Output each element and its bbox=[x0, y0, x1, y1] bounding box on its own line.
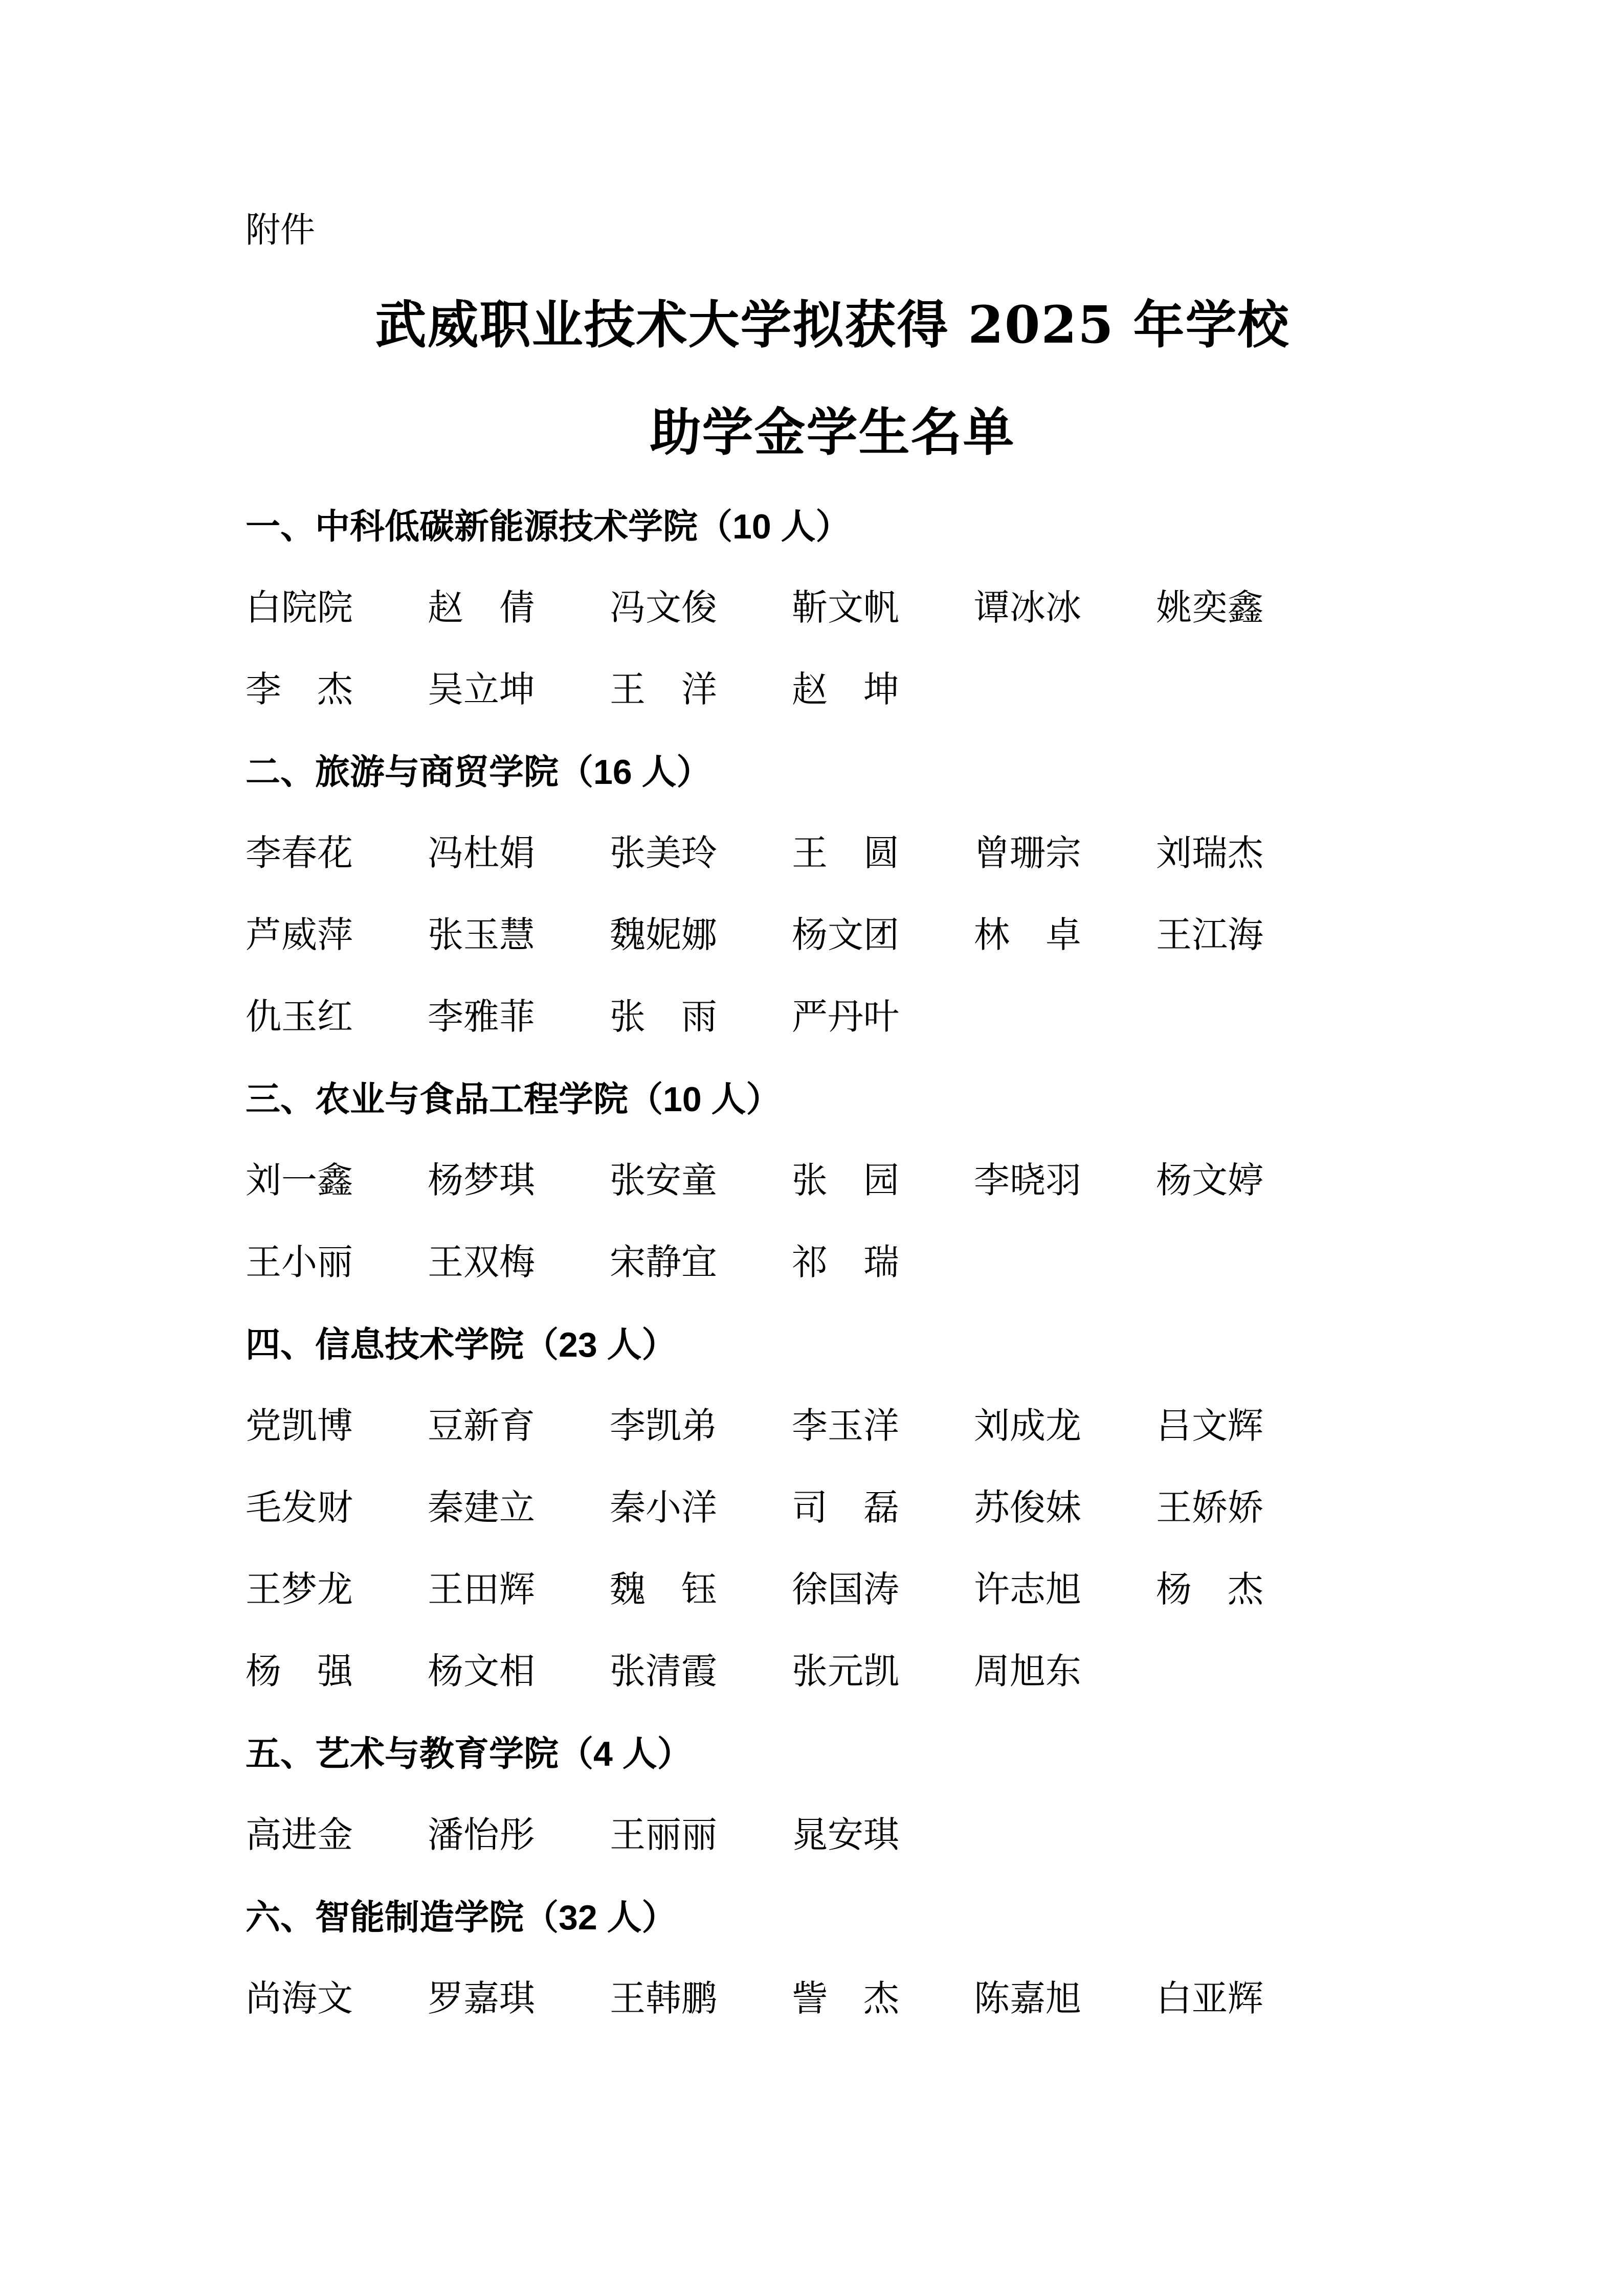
student-name: 李雅菲 bbox=[428, 998, 535, 1037]
section-heading: 六、智能制造学院（32 人） bbox=[246, 1898, 677, 1937]
name-row bbox=[246, 1795, 1419, 1877]
section-1 bbox=[246, 486, 1419, 731]
title-line-1: 武威职业技术大学拟获得 2025 年学校 bbox=[375, 295, 1290, 355]
student-name: 冯杜娟 bbox=[428, 834, 535, 873]
title-line-2: 助学金学生名单 bbox=[650, 402, 1015, 462]
name-row bbox=[246, 568, 1419, 649]
student-name: 靳文帆 bbox=[792, 589, 899, 628]
student-name: 张安童 bbox=[610, 1161, 717, 1201]
student-name: 李晓羽 bbox=[974, 1161, 1081, 1201]
student-name: 王小丽 bbox=[246, 1243, 353, 1282]
student-name: 杨文团 bbox=[792, 916, 899, 955]
student-name: 秦小洋 bbox=[610, 1489, 717, 1528]
student-name: 张美玲 bbox=[610, 834, 717, 873]
student-name: 姚奕鑫 bbox=[1156, 589, 1263, 628]
attachment-label: 附件 bbox=[246, 211, 316, 250]
student-name: 尚海文 bbox=[246, 1979, 353, 2019]
student-name: 晁安琪 bbox=[792, 1816, 899, 1855]
student-name: 李春花 bbox=[246, 834, 353, 873]
student-name: 刘一鑫 bbox=[246, 1161, 353, 1201]
student-name: 王梦龙 bbox=[246, 1570, 353, 1610]
name-row bbox=[246, 1549, 1419, 1631]
student-name: 杨文婷 bbox=[1156, 1161, 1263, 1201]
student-name: 潘怡彤 bbox=[428, 1816, 535, 1855]
section-5 bbox=[246, 1713, 1419, 1877]
student-name: 豆新育 bbox=[428, 1407, 535, 1446]
student-name: 许志旭 bbox=[974, 1570, 1081, 1610]
student-name: 周旭东 bbox=[974, 1652, 1081, 1692]
student-name: 李凯弟 bbox=[610, 1407, 717, 1446]
student-name: 张清霞 bbox=[610, 1652, 717, 1692]
name-row bbox=[246, 1140, 1419, 1222]
student-name: 吴立坤 bbox=[428, 670, 535, 710]
student-name: 魏妮娜 bbox=[610, 916, 717, 955]
student-name: 张 雨 bbox=[610, 998, 717, 1037]
student-name: 杨梦琪 bbox=[428, 1161, 535, 1201]
document-title bbox=[246, 271, 1419, 486]
name-row bbox=[246, 813, 1419, 895]
student-name: 王田辉 bbox=[428, 1570, 535, 1610]
student-name: 张玉慧 bbox=[428, 916, 535, 955]
student-name: 赵 倩 bbox=[428, 589, 535, 628]
name-row bbox=[246, 1386, 1419, 1468]
student-name: 高进金 bbox=[246, 1816, 353, 1855]
section-4 bbox=[246, 1304, 1419, 1713]
name-row bbox=[246, 1959, 1419, 2040]
student-name: 党凯博 bbox=[246, 1407, 353, 1446]
name-row bbox=[246, 649, 1419, 731]
name-row bbox=[246, 1468, 1419, 1549]
student-name: 李 杰 bbox=[246, 670, 353, 710]
student-name: 毛发财 bbox=[246, 1489, 353, 1528]
student-name: 刘成龙 bbox=[974, 1407, 1081, 1446]
student-name: 祁 瑞 bbox=[792, 1243, 899, 1282]
student-name: 仇玉红 bbox=[246, 998, 353, 1037]
student-name: 林 卓 bbox=[974, 916, 1081, 955]
name-row bbox=[246, 977, 1419, 1059]
student-name: 张元凯 bbox=[792, 1652, 899, 1692]
student-name: 訾 杰 bbox=[792, 1979, 899, 2019]
student-name: 白院院 bbox=[246, 589, 353, 628]
student-name: 王娇娇 bbox=[1156, 1489, 1263, 1528]
name-row bbox=[246, 895, 1419, 977]
student-name: 秦建立 bbox=[428, 1489, 535, 1528]
student-name: 王 洋 bbox=[610, 670, 717, 710]
student-name: 李玉洋 bbox=[792, 1407, 899, 1446]
student-name: 苏俊妹 bbox=[974, 1489, 1081, 1528]
sections-container bbox=[246, 486, 1419, 2040]
student-name: 曾珊宗 bbox=[974, 834, 1081, 873]
student-name: 徐国涛 bbox=[792, 1570, 899, 1610]
student-name: 宋静宜 bbox=[610, 1243, 717, 1282]
student-name: 王双梅 bbox=[428, 1243, 535, 1282]
section-heading: 四、信息技术学院（23 人） bbox=[246, 1325, 677, 1364]
student-name: 杨文相 bbox=[428, 1652, 535, 1692]
student-name: 芦威萍 bbox=[246, 916, 353, 955]
student-name: 张 园 bbox=[792, 1161, 899, 1201]
student-name: 谭冰冰 bbox=[974, 589, 1081, 628]
student-name: 吕文辉 bbox=[1156, 1407, 1263, 1446]
student-name: 刘瑞杰 bbox=[1156, 834, 1263, 873]
student-name: 王江海 bbox=[1156, 916, 1263, 955]
student-name: 王韩鹏 bbox=[610, 1979, 717, 2019]
student-name: 魏 钰 bbox=[610, 1570, 717, 1610]
section-heading: 一、中科低碳新能源技术学院（10 人） bbox=[246, 507, 851, 546]
section-3 bbox=[246, 1059, 1419, 1304]
student-name: 陈嘉旭 bbox=[974, 1979, 1081, 2019]
name-row bbox=[246, 1222, 1419, 1304]
section-heading: 五、艺术与教育学院（4 人） bbox=[246, 1735, 692, 1773]
student-name: 冯文俊 bbox=[610, 589, 717, 628]
section-6 bbox=[246, 1877, 1419, 2040]
student-name: 白亚辉 bbox=[1156, 1979, 1263, 2019]
section-2 bbox=[246, 731, 1419, 1059]
student-name: 严丹叶 bbox=[792, 998, 899, 1037]
student-name: 司 磊 bbox=[792, 1489, 899, 1528]
section-heading: 二、旅游与商贸学院（16 人） bbox=[246, 753, 711, 792]
student-name: 王丽丽 bbox=[610, 1816, 717, 1855]
student-name: 罗嘉琪 bbox=[428, 1979, 535, 2019]
student-name: 王 圆 bbox=[792, 834, 899, 873]
student-name: 杨 强 bbox=[246, 1652, 353, 1692]
section-heading: 三、农业与食品工程学院（10 人） bbox=[246, 1080, 781, 1119]
student-name: 杨 杰 bbox=[1156, 1570, 1263, 1610]
student-name: 赵 坤 bbox=[792, 670, 899, 710]
name-row bbox=[246, 1631, 1419, 1713]
